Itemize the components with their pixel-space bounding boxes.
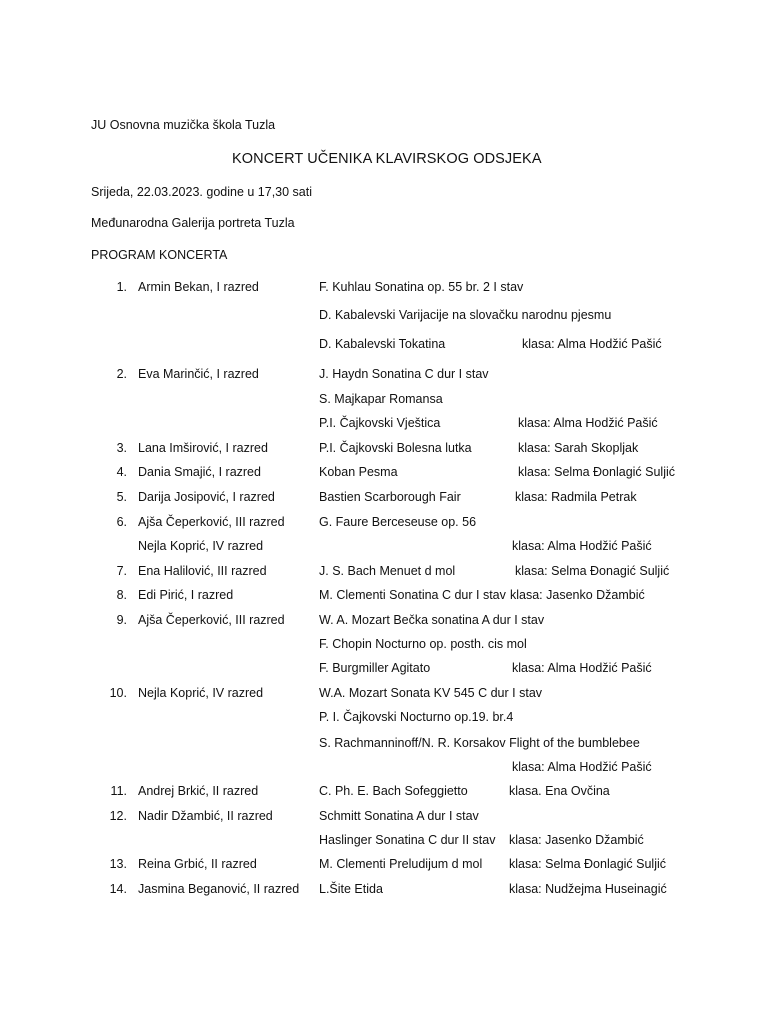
piece-title: D. Kabalevski Varijacije na slovačku narodnu pjesmu xyxy=(319,308,612,322)
student-name: Reina Grbić, II razred xyxy=(138,857,257,871)
piece-title: D. Kabalevski Tokatina xyxy=(319,337,446,351)
student-name: Armin Bekan, I razred xyxy=(138,280,259,294)
item-number: 9. xyxy=(116,613,127,627)
student-name: Darija Josipović, I razred xyxy=(138,490,275,504)
item-number: 11. xyxy=(110,784,127,798)
item-number: 2. xyxy=(116,367,127,381)
teacher-class: klasa. Ena Ovčina xyxy=(509,784,610,798)
piece-title: Bastien Scarborough Fair xyxy=(319,490,461,504)
item-number: 5. xyxy=(116,490,127,504)
program-heading: PROGRAM KONCERTA xyxy=(91,248,228,262)
piece-title: P.I. Čajkovski Vještica xyxy=(319,416,441,430)
teacher-class: klasa: Alma Hodžić Pašić xyxy=(512,760,652,774)
teacher-class: klasa: Alma Hodžić Pašić xyxy=(522,337,662,351)
teacher-class: klasa: Alma Hodžić Pašić xyxy=(518,416,658,430)
piece-title: C. Ph. E. Bach Sofeggietto xyxy=(319,784,468,798)
piece-title: W. A. Mozart Bečka sonatina A dur I stav xyxy=(319,613,545,627)
piece-title: L.Šite Etida xyxy=(319,882,383,896)
piece-title: J. Haydn Sonatina C dur I stav xyxy=(319,367,489,381)
piece-title: P.I. Čajkovski Bolesna lutka xyxy=(319,441,472,455)
piece-title: Haslinger Sonatina C dur II stav xyxy=(319,833,496,847)
student-name: Lana Imširović, I razred xyxy=(138,441,268,455)
student-name: Edi Pirić, I razred xyxy=(138,588,234,602)
teacher-class: klasa: Jasenko Džambić xyxy=(510,588,645,602)
piece-title: G. Faure Berceseuse op. 56 xyxy=(319,515,477,529)
school-name: JU Osnovna muzička škola Tuzla xyxy=(91,118,276,132)
teacher-class: klasa: Alma Hodžić Pašić xyxy=(512,539,652,553)
teacher-class: klasa: Sarah Skopljak xyxy=(518,441,639,455)
piece-title: S. Majkapar Romansa xyxy=(319,392,443,406)
item-number: 12. xyxy=(109,809,127,823)
teacher-class: klasa: Selma Đonlagić Suljić xyxy=(509,857,667,871)
item-number: 1. xyxy=(116,280,127,294)
teacher-class: klasa: Jasenko Džambić xyxy=(509,833,644,847)
teacher-class: klasa: Selma Đonagić Suljić xyxy=(515,564,670,578)
student-name: Andrej Brkić, II razred xyxy=(138,784,259,798)
teacher-class: klasa: Radmila Petrak xyxy=(515,490,637,504)
item-number: 10. xyxy=(109,686,127,700)
teacher-class: klasa: Alma Hodžić Pašić xyxy=(512,661,652,675)
student-name: Ena Halilović, III razred xyxy=(138,564,267,578)
piece-title: P. I. Čajkovski Nocturno op.19. br.4 xyxy=(319,710,514,724)
item-number: 4. xyxy=(116,465,127,479)
piece-title: F. Chopin Nocturno op. posth. cis mol xyxy=(319,637,527,651)
piece-title: F. Kuhlau Sonatina op. 55 br. 2 I stav xyxy=(319,280,524,294)
student-name: Nejla Koprić, IV razred xyxy=(138,539,264,553)
student-name: Nejla Koprić, IV razred xyxy=(138,686,264,700)
piece-title: F. Burgmiller Agitato xyxy=(319,661,431,675)
concert-venue: Međunarodna Galerija portreta Tuzla xyxy=(91,216,295,230)
student-name: Ajša Čeperković, III razred xyxy=(138,613,285,627)
teacher-class: klasa: Nudžejma Huseinagić xyxy=(509,882,667,896)
item-number: 7. xyxy=(116,564,127,578)
student-name: Nadir Džambić, II razred xyxy=(138,809,273,823)
piece-title: J. S. Bach Menuet d mol xyxy=(319,564,456,578)
student-name: Dania Smajić, I razred xyxy=(138,465,261,479)
page-title: KONCERT UČENIKA KLAVIRSKOG ODSJEKA xyxy=(232,151,542,167)
piece-title: M. Clementi Sonatina C dur I stav xyxy=(319,588,506,602)
item-number: 3. xyxy=(116,441,127,455)
item-number: 8. xyxy=(116,588,127,602)
student-name: Ajša Čeperković, III razred xyxy=(138,515,285,529)
student-name: Eva Marinčić, I razred xyxy=(138,367,259,381)
piece-title: W.A. Mozart Sonata KV 545 C dur I stav xyxy=(319,686,543,700)
item-number: 14. xyxy=(109,882,127,896)
piece-title: M. Clementi Preludijum d mol xyxy=(319,857,483,871)
piece-title: Schmitt Sonatina A dur I stav xyxy=(319,809,479,823)
item-number: 13. xyxy=(109,857,127,871)
teacher-class: klasa: Selma Đonlagić Suljić xyxy=(518,465,676,479)
piece-title: S. Rachmanninoff/N. R. Korsakov Flight of the bumblebee xyxy=(319,736,640,750)
item-number: 6. xyxy=(116,515,127,529)
concert-date: Srijeda, 22.03.2023. godine u 17,30 sati xyxy=(91,185,313,199)
student-name: Jasmina Beganović, II razred xyxy=(138,882,300,896)
piece-title: Koban Pesma xyxy=(319,465,398,479)
